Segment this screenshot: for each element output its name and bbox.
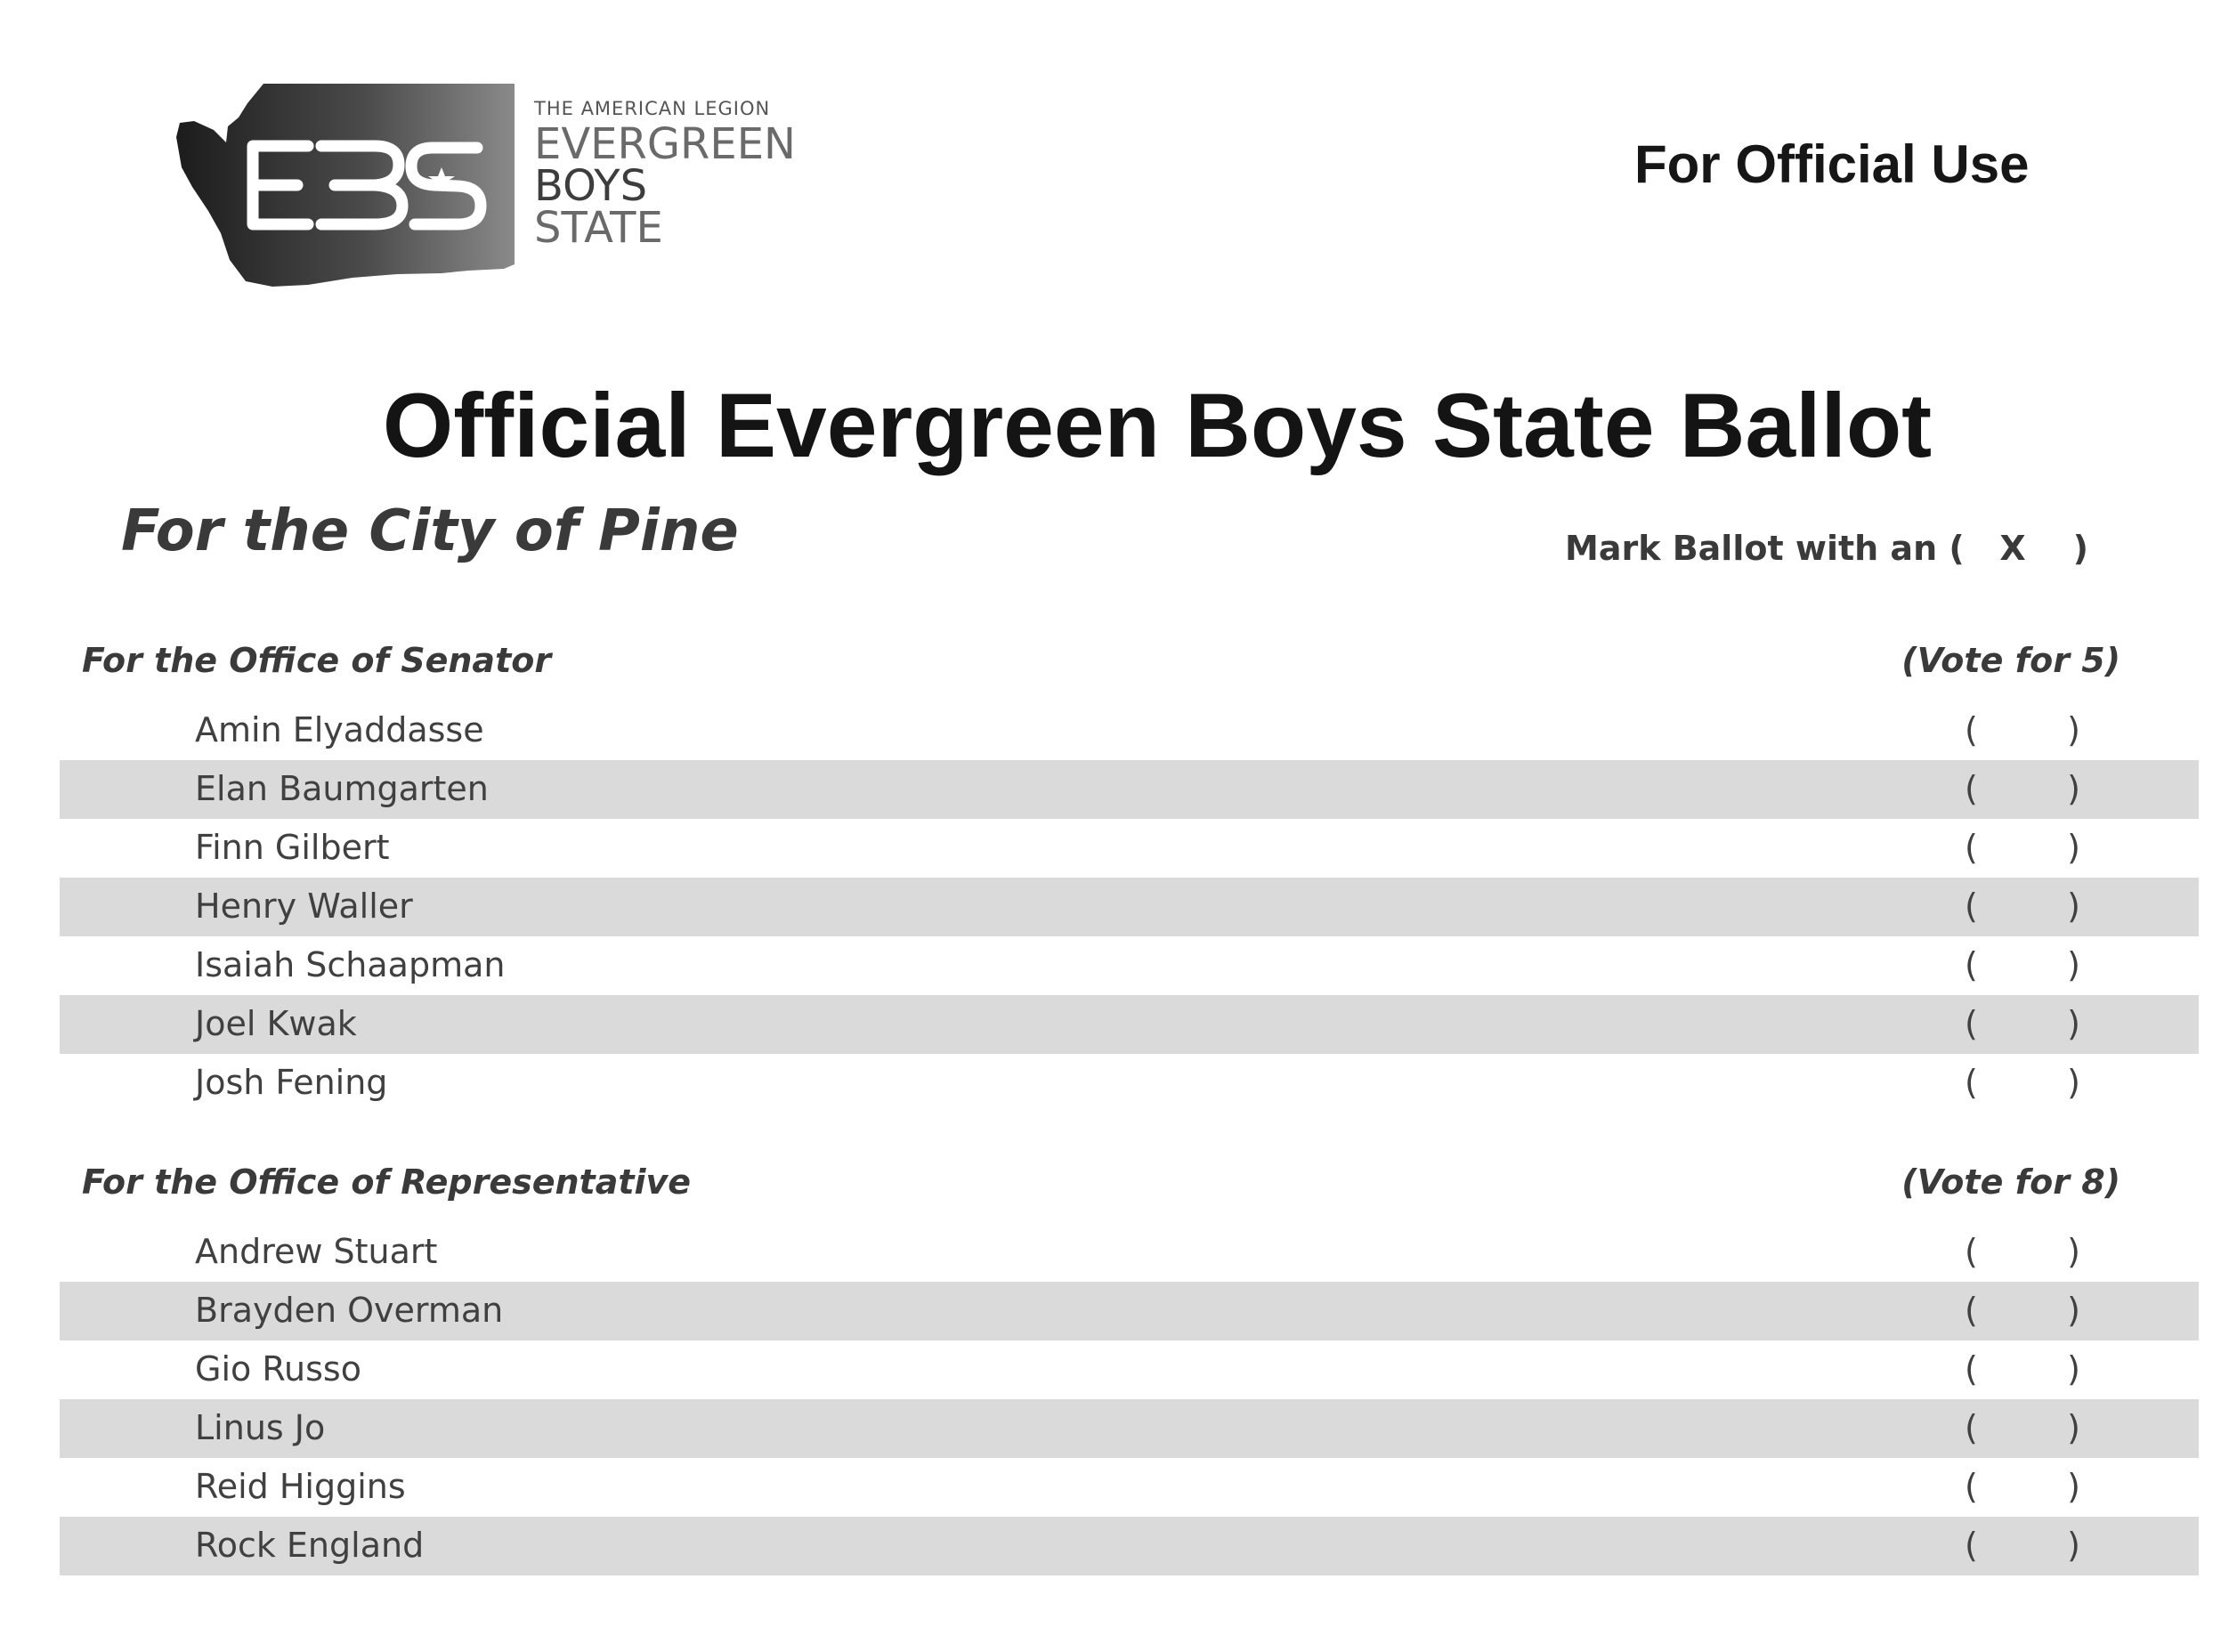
senator-section-header <box>82 641 2120 680</box>
candidate-row: Reid Higgins ( ) <box>195 1467 2080 1506</box>
candidate-row: Amin Elyaddasse ( ) <box>195 710 2080 749</box>
mark-instruction: Mark Ballot with an ( X ) <box>1565 529 2088 568</box>
candidate-name: Elan Baumgarten <box>195 769 489 808</box>
candidate-row: Finn Gilbert ( ) <box>195 828 2080 867</box>
candidate-name: Joel Kwak <box>195 1004 357 1043</box>
candidate-row: Isaiah Schaapman ( ) <box>195 945 2080 984</box>
representative-section-header <box>82 1162 2120 1202</box>
representative-office-label: For the Office of Representative <box>82 1162 692 1202</box>
candidate-name: Josh Fening <box>195 1063 388 1102</box>
candidate-name: Gio Russo <box>195 1349 361 1389</box>
candidate-row: Gio Russo ( ) <box>195 1349 2080 1389</box>
candidate-row: Linus Jo ( ) <box>60 1399 2199 1458</box>
candidate-row: Andrew Stuart ( ) <box>195 1232 2080 1271</box>
candidate-name: Henry Waller <box>195 887 413 926</box>
logo-legion-text: THE AMERICAN LEGION <box>534 98 771 119</box>
washington-state-ebs-icon <box>174 82 531 296</box>
evergreen-boys-state-logo <box>174 82 798 296</box>
senator-office-label: For the Office of Senator <box>82 641 552 680</box>
logo-boys-text: BOYS <box>534 161 648 211</box>
candidate-row: Henry Waller ( ) <box>60 878 2199 936</box>
candidate-row: Brayden Overman ( ) <box>60 1282 2199 1340</box>
candidate-name: Isaiah Schaapman <box>195 945 506 984</box>
representative-candidate-list <box>60 1223 2199 1575</box>
official-use-label: For Official Use <box>1634 134 2030 194</box>
senator-vote-for: (Vote for 5) <box>1901 641 2120 680</box>
city-heading: For the City of Pine <box>121 498 739 564</box>
candidate-name: Finn Gilbert <box>195 828 390 867</box>
senator-candidate-list <box>60 701 2199 1113</box>
candidate-name: Linus Jo <box>195 1408 326 1447</box>
candidate-name: Andrew Stuart <box>195 1232 438 1271</box>
logo-state-text: STATE <box>534 203 663 253</box>
candidate-name: Amin Elyaddasse <box>195 710 484 749</box>
candidate-row: Joel Kwak ( ) <box>60 995 2199 1054</box>
candidate-row: Josh Fening ( ) <box>195 1063 2080 1102</box>
candidate-name: Rock England <box>195 1526 425 1565</box>
representative-vote-for: (Vote for 8) <box>1901 1162 2120 1202</box>
candidate-row: Rock England ( ) <box>60 1517 2199 1575</box>
candidate-name: Reid Higgins <box>195 1467 406 1506</box>
logo-evergreen-text: EVERGREEN <box>534 119 796 169</box>
ballot-title: Official Evergreen Boys State Ballot <box>382 375 1933 476</box>
candidate-row: Elan Baumgarten ( ) <box>60 760 2199 819</box>
candidate-name: Brayden Overman <box>195 1291 504 1330</box>
